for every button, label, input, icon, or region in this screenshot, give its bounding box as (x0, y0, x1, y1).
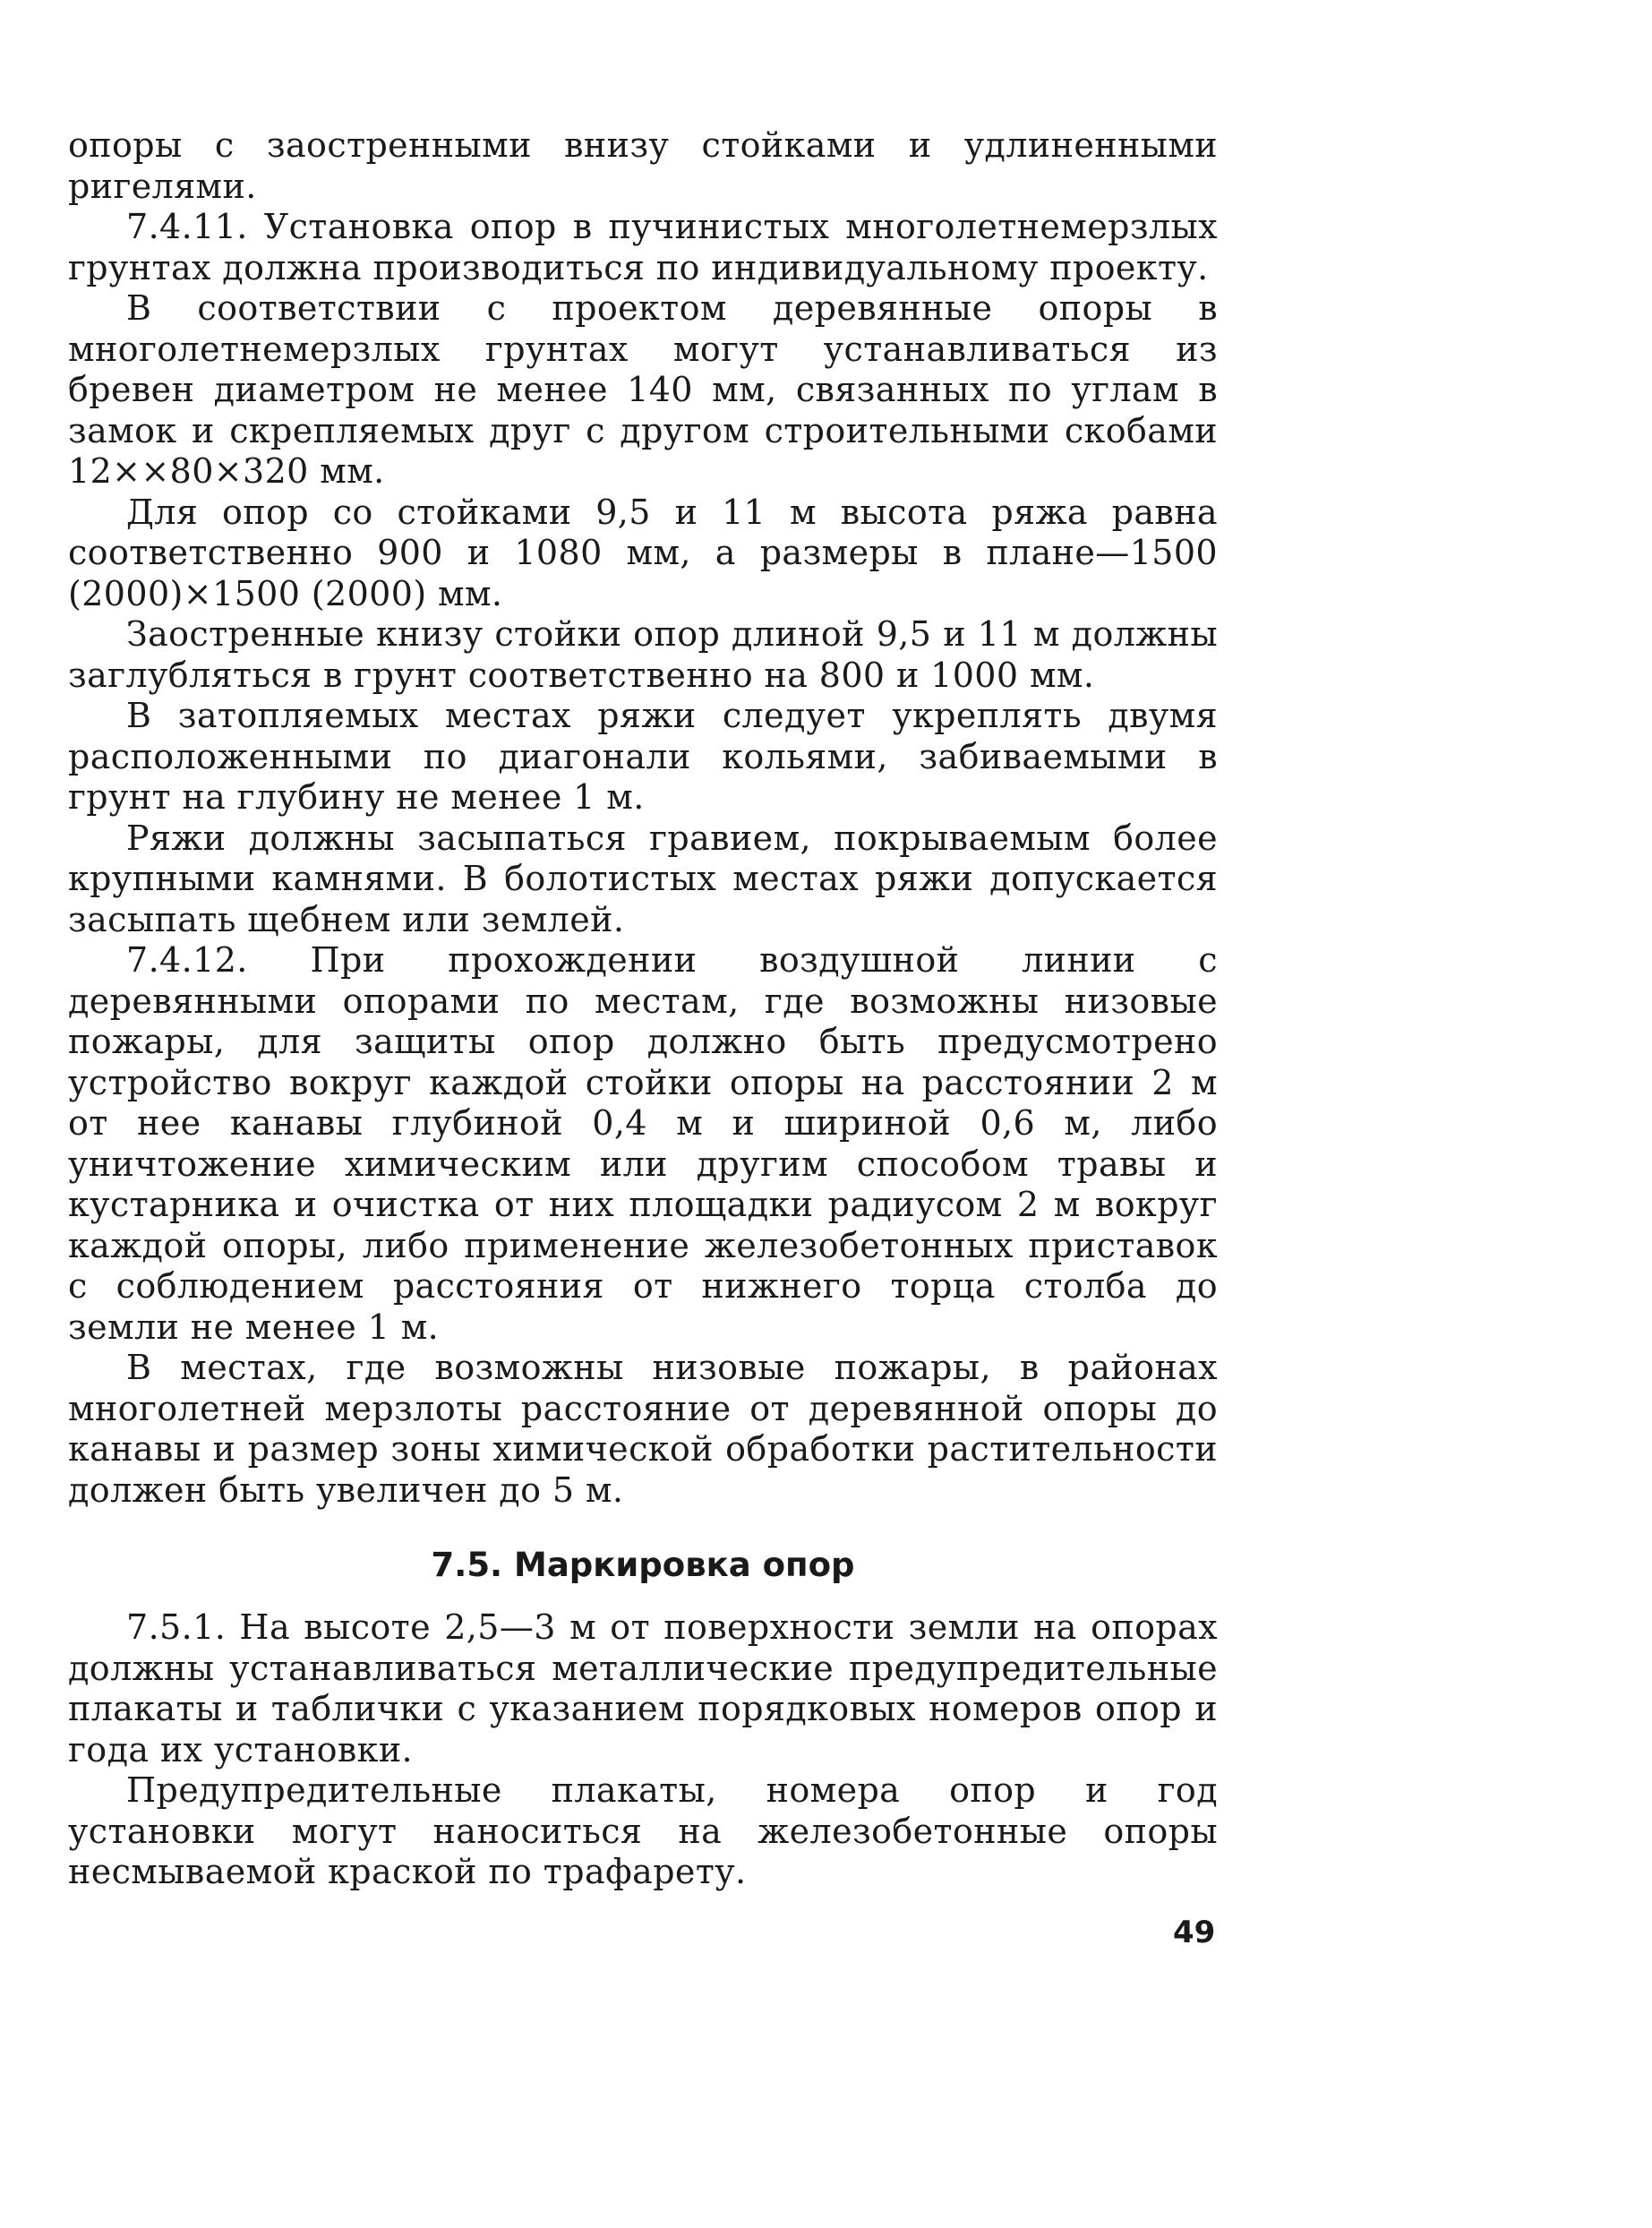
body-text-bottom (68, 1607, 1218, 1893)
body-text-top (68, 125, 1218, 1511)
paragraph-post-depth: Заостренные книзу стойки опор длиной 9,5 и 11 м должны заглубляться в грунт соответственно на 800 и 1000 мм. (68, 614, 1218, 695)
paragraph-permafrost-fires: В местах, где возможны низовые пожары, в районах многолетней мерзлоты расстояние от деревянной опоры до канавы и размер зоны химической обработки растительности должен быть увеличен до 5 м. (68, 1348, 1218, 1510)
paragraph-crib-filling: Ряжи должны засыпаться гравием, покрываемым более крупными камнями. В болотистых местах ряжи допускается засыпать щебнем или землей. (68, 818, 1218, 939)
paragraph-7-4-12: 7.4.12. При прохождении воздушной линии с деревянными опорами по местам, где возможны низовые пожары, для защиты опор должно быть предусмотрено устройство вокруг каждой стойки опоры на расстоянии 2 м от нее канавы глубиной 0,4 м и шириной 0,6 м, либо уничтожение химическим или другим способом травы и кустарника и очистка от них площадки радиусом 2 м вокруг каждой опоры, либо применение железобетонных приставок с соблюдением расстояния от нижнего торца столба до земли не менее 1 м. (68, 940, 1218, 1347)
paragraph-log-diameter: В соответствии с проектом деревянные опоры в многолетнемерзлых грунтах могут устанавливаться из бревен диаметром не менее 140 мм, связанных по углам в замок и скрепляемых друг с другом строительными скобами 12××80×320 мм. (68, 288, 1218, 491)
paragraph-stencil-marking: Предупредительные плакаты, номера опор и год установки могут наноситься на железобетонные опоры несмываемой краской по трафарету. (68, 1770, 1218, 1891)
paragraph-7-5-1: 7.5.1. На высоте 2,5—3 м от поверхности земли на опорах должны устанавливаться металлические предупредительные плакаты и таблички с указанием порядковых номеров опор и года их установки. (68, 1607, 1218, 1770)
section-heading: 7.5. Маркировка опор (431, 1546, 855, 1584)
page-number: 49 (1173, 1915, 1216, 1950)
paragraph-continuation: опоры с заостренными внизу стойками и удлиненными ригелями. (68, 125, 1218, 206)
paragraph-crib-height: Для опор со стойками 9,5 и 11 м высота ряжа равна соответственно 900 и 1080 мм, а размеры в плане—1500 (2000)×1500 (2000) мм. (68, 492, 1218, 613)
paragraph-flooded-areas: В затопляемых местах ряжи следует укреплять двумя расположенными по диагонали кольями, забиваемыми в грунт на глубину не менее 1 м. (68, 696, 1218, 817)
paragraph-7-4-11: 7.4.11. Установка опор в пучинистых многолетнемерзлых грунтах должна производиться по индивидуальному проекту. (68, 207, 1218, 287)
